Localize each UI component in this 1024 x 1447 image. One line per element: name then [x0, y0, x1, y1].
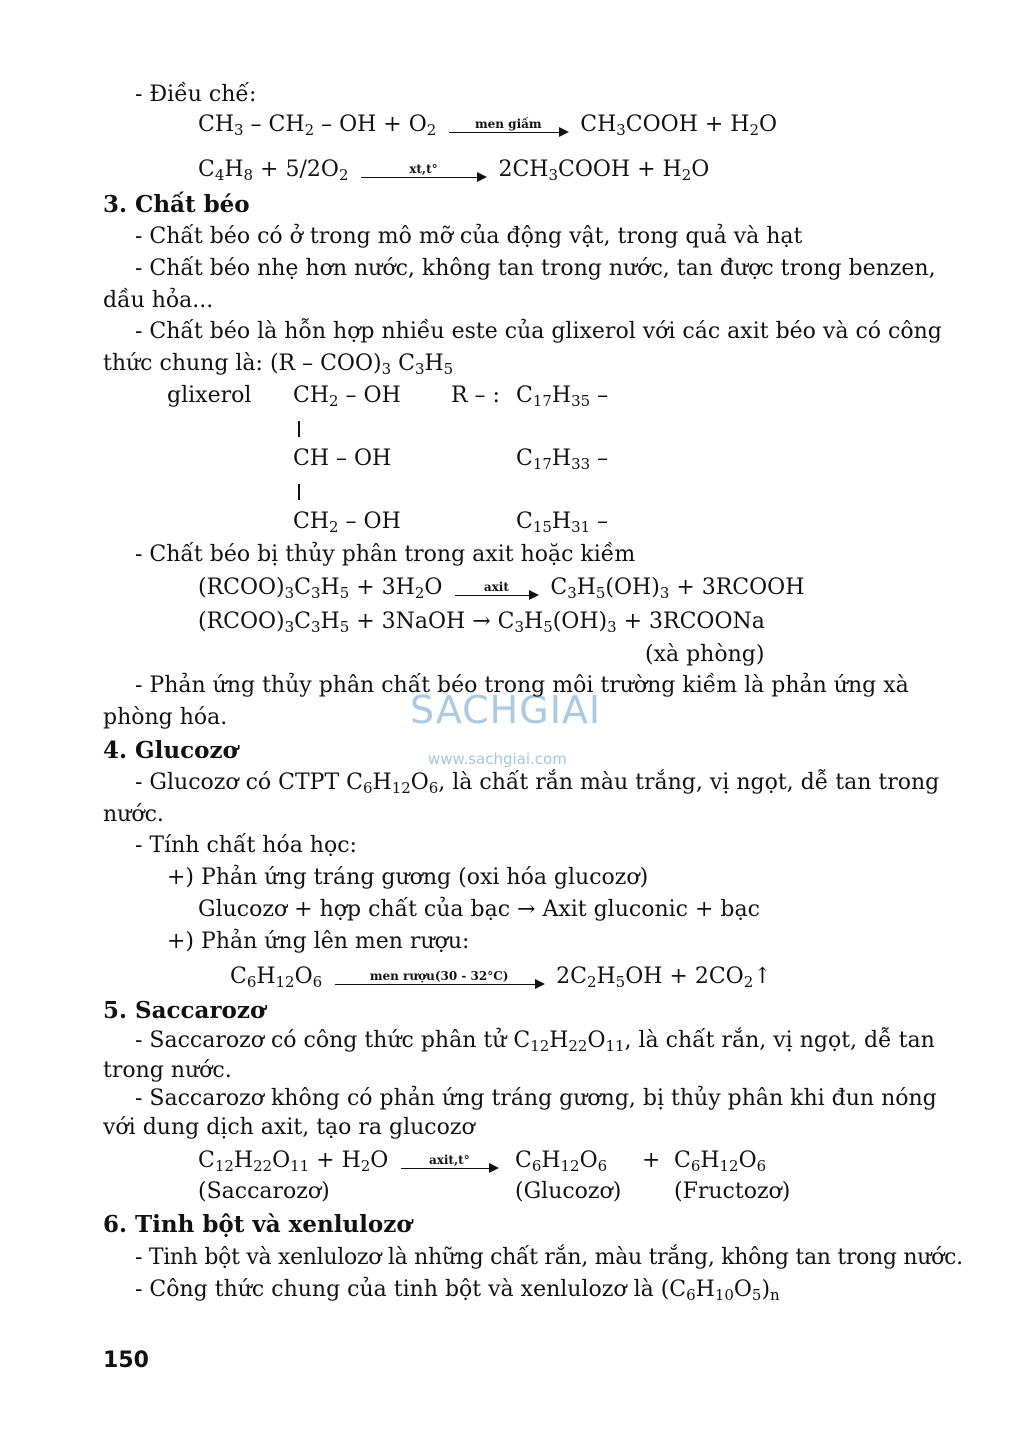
- paragraph-line: trong nước.: [103, 1058, 232, 1083]
- label-saccarozo: (Saccarozơ): [198, 1179, 330, 1204]
- paragraph-line: nước.: [103, 802, 164, 827]
- equation-saponification: $(RCOO)_3C_3H_5$ + 3NaOH → $C_3H_5(OH)_3$ + 3RCOONa: [198, 609, 765, 637]
- paragraph-line: với dung dịch axit, tạo ra glucozơ: [103, 1115, 475, 1140]
- equation-acid-hydrolysis: $(RCOO)_3C_3H_5 + 3H_2O$ axit $C_3H_5(OH)_3$ + 3RCOOH: [198, 575, 805, 603]
- paragraph-line: Glucozơ + hợp chất của bạc → Axit gluconic + bạc: [198, 897, 760, 922]
- glixerol-formula-row: $CH_2$ – OH: [293, 509, 401, 537]
- paragraph-line: +) Phản ứng tráng gương (oxi hóa glucozơ): [167, 865, 649, 890]
- paragraph-line: - Saccarozơ không có phản ứng tráng gương, bị thủy phân khi đun nóng: [135, 1086, 937, 1111]
- r-group-label: R – :: [451, 383, 500, 408]
- glixerol-label: glixerol: [167, 383, 252, 408]
- xa-phong-label: (xà phòng): [645, 642, 765, 667]
- section-title-saccarozo: 5. Saccarozơ: [103, 997, 266, 1024]
- paragraph-line: - Công thức chung của tinh bột và xenlulozơ là $(C_6H_{10}O_5)_n$: [135, 1277, 780, 1305]
- general-formula-line: thức chung là: $(R - COO)_3$ $C_3H_5$: [103, 351, 454, 379]
- product-glucozo-formula: $C_6H_{12}O_6$: [515, 1148, 608, 1176]
- reaction-arrow: men rượu(30 - 32°C): [335, 970, 543, 985]
- section-title-tinh-bot: 6. Tinh bột và xenlulozơ: [103, 1211, 412, 1238]
- equation-ethanol-oxidation: $CH_3 - CH_2$ – OH + $O_2$ men giấm $CH_3COOH + H_2O$: [198, 112, 778, 140]
- tinh-bot-formula-prefix: - Công thức chung của tinh bột và xenlulozơ là: [135, 1277, 654, 1302]
- watermark-url: www.sachgiai.com: [428, 750, 567, 768]
- saccarozo-formula-suffix: , là chất rắn, vị ngọt, dễ tan: [624, 1028, 935, 1053]
- r-group-formula: $C_{15}H_{31}$ –: [516, 509, 609, 537]
- paragraph-line: dầu hỏa...: [103, 288, 214, 313]
- reaction-arrow: xt,t°: [361, 163, 485, 178]
- general-formula-prefix: thức chung là:: [103, 351, 263, 376]
- equation-saccarozo-hydrolysis: $C_{12}H_{22}O_{11} + H_2O$ axit,t°: [198, 1146, 503, 1176]
- product-fructozo-formula: $C_6H_{12}O_6$: [674, 1148, 767, 1176]
- r-group-formula: $C_{17}H_{33}$ –: [516, 446, 609, 474]
- r-group-formula: $C_{17}H_{35}$ –: [516, 383, 609, 411]
- reaction-arrow: axit: [455, 581, 537, 596]
- page-number: 150: [103, 1348, 149, 1373]
- paragraph-line: - Chất béo nhẹ hơn nước, không tan trong nước, tan được trong benzen,: [135, 256, 936, 281]
- label-fructozo: (Fructozơ): [674, 1179, 791, 1204]
- paragraph-line: - Saccarozơ có công thức phân tử $C_{12}H_{22}O_{11}$, là chất rắn, vị ngọt, dễ tan: [135, 1028, 935, 1056]
- reaction-arrow: axit,t°: [401, 1154, 497, 1169]
- dieu-che-label: - Điều chế:: [135, 82, 257, 107]
- label-glucozo: (Glucozơ): [515, 1179, 622, 1204]
- watermark-logo: SACHGIAI: [410, 688, 602, 732]
- plus-sign: +: [642, 1148, 661, 1173]
- glucozo-ctpt-suffix: , là chất rắn màu trắng, vị ngọt, dễ tan trong: [438, 770, 940, 795]
- glixerol-formula-row: CH – OH: [293, 446, 392, 471]
- paragraph-line: - Chất béo bị thủy phân trong axit hoặc kiềm: [135, 542, 636, 567]
- section-title-chat-beo: 3. Chất béo: [103, 191, 250, 218]
- saccarozo-formula-prefix: - Saccarozơ có công thức phân tử: [135, 1028, 507, 1053]
- paragraph-line: - Phản ứng thủy phân chất béo trong môi trường kiềm là phản ứng xà: [135, 673, 909, 698]
- bond-line: [298, 421, 300, 437]
- glucozo-ctpt-prefix: - Glucozơ có CTPT: [135, 770, 340, 795]
- paragraph-line: - Tính chất hóa học:: [135, 833, 357, 858]
- glixerol-formula-row: $CH_2$ – OH: [293, 383, 401, 411]
- paragraph-line: +) Phản ứng lên men rượu:: [167, 929, 470, 954]
- paragraph-line: - Tinh bột và xenlulozơ là những chất rắn, màu trắng, không tan trong nước.: [135, 1245, 963, 1270]
- equation-fermentation: $C_6H_{12}O_6$ men rượu(30 - 32°C) $2C_2H_5OH$ + $2CO_2↑$: [230, 964, 772, 992]
- equation-butene-oxidation: $C_4H_8 + 5/2O_2$ xt,t° $2CH_3COOH + H_2O$: [198, 157, 710, 185]
- paragraph-line: - Chất béo có ở trong mô mỡ của động vật, trong quả và hạt: [135, 224, 803, 249]
- bond-line: [298, 484, 300, 500]
- reaction-arrow: men giấm: [449, 118, 567, 133]
- paragraph-line: - Glucozơ có CTPT $C_6H_{12}O_6$, là chất rắn màu trắng, vị ngọt, dễ tan trong: [135, 770, 940, 798]
- paragraph-line: phòng hóa.: [103, 705, 228, 730]
- paragraph-line: - Chất béo là hỗn hợp nhiều este của glixerol với các axit béo và có công: [135, 319, 942, 344]
- section-title-glucozo: 4. Glucozơ: [103, 737, 238, 764]
